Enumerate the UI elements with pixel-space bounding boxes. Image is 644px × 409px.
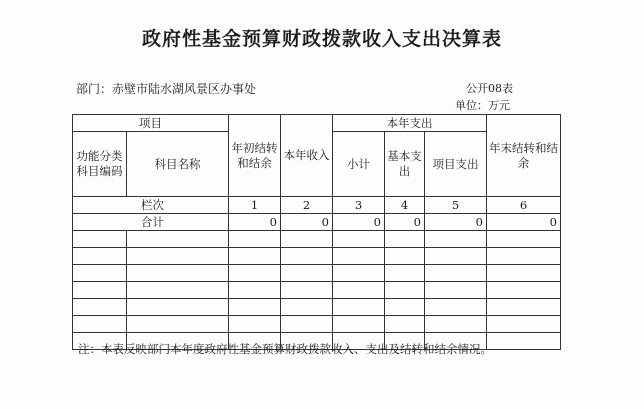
total-value-cell: 0 <box>487 214 561 231</box>
column-index-cell: 1 <box>229 197 281 214</box>
empty-row <box>73 265 561 282</box>
header-project: 项目 <box>73 115 229 132</box>
budget-table <box>72 114 561 350</box>
header-beginning-balance: 年初结转和结余 <box>229 115 281 197</box>
column-index-label: 栏次 <box>73 197 229 214</box>
total-label: 合计 <box>73 214 229 231</box>
column-index-cell: 5 <box>425 197 487 214</box>
header-current-year-expense: 本年支出 <box>333 115 487 132</box>
column-index-cell: 4 <box>385 197 425 214</box>
unit-label: 单位：万元 <box>455 99 510 112</box>
header-row-1 <box>73 115 561 132</box>
empty-row <box>73 299 561 316</box>
header-ending-balance: 年末结转和结余 <box>487 115 561 197</box>
total-value-cell: 0 <box>385 214 425 231</box>
column-index-row <box>73 197 561 214</box>
total-row <box>73 214 561 231</box>
header-subtotal: 小计 <box>333 132 385 197</box>
total-value-cell: 0 <box>333 214 385 231</box>
department-label: 部门：赤壁市陆水湖风景区办事处 <box>76 82 257 96</box>
total-value-cell: 0 <box>281 214 333 231</box>
header-basic-expense: 基本支出 <box>385 132 425 197</box>
empty-row <box>73 248 561 265</box>
column-index-cell: 3 <box>333 197 385 214</box>
total-value-cell: 0 <box>425 214 487 231</box>
header-project-expense: 项目支出 <box>425 132 487 197</box>
form-number: 公开08表 <box>466 82 513 95</box>
empty-row <box>73 316 561 333</box>
empty-row <box>73 231 561 248</box>
header-current-income: 本年收入 <box>281 115 333 197</box>
column-index-cell: 6 <box>487 197 561 214</box>
header-func-code: 功能分类科目编码 <box>73 132 127 197</box>
page-title: 政府性基金预算财政拨款收入支出决算表 <box>141 28 502 50</box>
empty-row <box>73 282 561 299</box>
footnote: 注：本表反映部门本年度政府性基金预算财政拨款收入、支出及结转和结余情况。 <box>78 342 492 356</box>
total-value-cell: 0 <box>229 214 281 231</box>
header-subject-name: 科目名称 <box>127 132 229 197</box>
column-index-cell: 2 <box>281 197 333 214</box>
